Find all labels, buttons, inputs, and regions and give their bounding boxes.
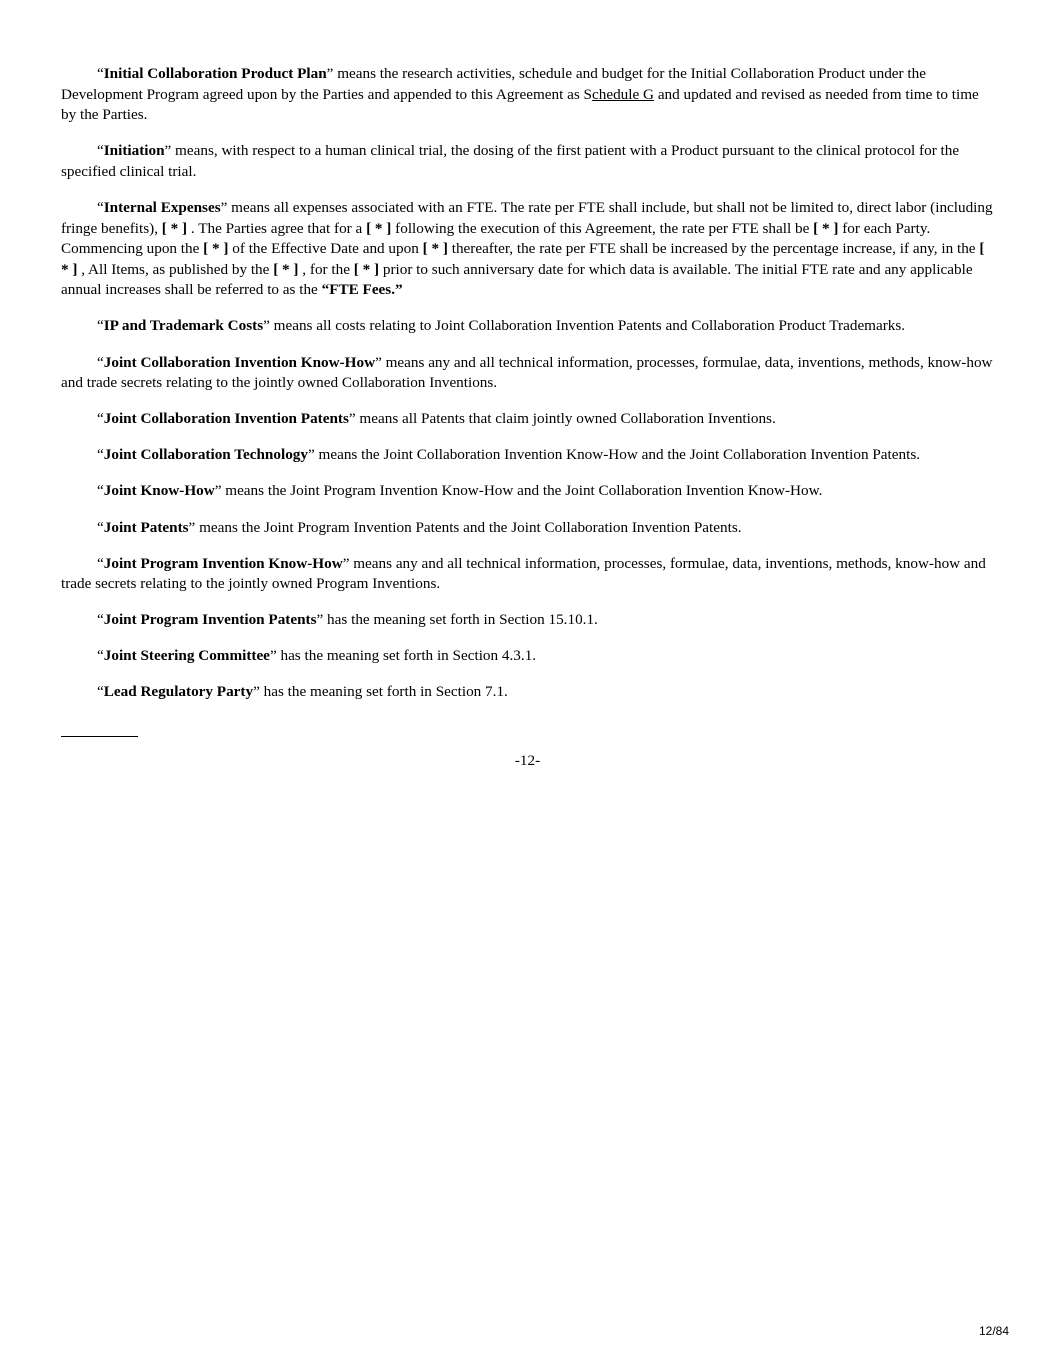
- definition-text: ” has the meaning set forth in Section 15.10.1.: [316, 611, 598, 629]
- definition-text: “: [97, 554, 104, 572]
- definition-text: “: [97, 317, 104, 335]
- definition-text: “: [97, 410, 104, 428]
- definition-paragraph: [61, 481, 995, 502]
- definition-text: ” means the Joint Program Invention Know-How and the Joint Collaboration Invention Know-How.: [214, 482, 823, 500]
- definition-text: ” means, with respect to a human clinical trial, the dosing of the first patient with a Product pursuant to the clinical protocol for the specified clinical trial.: [61, 142, 960, 180]
- definition-paragraph: [61, 646, 995, 667]
- page-counter: 12/84: [978, 1324, 1009, 1338]
- defined-term: Lead Regulatory Party: [103, 683, 254, 701]
- definition-text: “: [97, 611, 104, 629]
- definition-text: “: [97, 198, 104, 216]
- definition-paragraph: [61, 353, 995, 394]
- definition-text: “: [97, 647, 104, 665]
- definition-text: and updated and revised as needed from time to time by the Parties.: [61, 85, 979, 124]
- definition-text: for each Party. Commencing upon the: [61, 219, 931, 258]
- definition-paragraph: [61, 409, 995, 430]
- defined-term: Joint Steering Committee: [103, 647, 270, 665]
- definition-text: ” has the meaning set forth in Section 7.1.: [253, 683, 508, 701]
- definition-paragraph: [61, 518, 995, 539]
- definition-text: of the Effective Date and upon: [228, 240, 423, 258]
- bold-text: [ * ]: [61, 240, 985, 278]
- defined-term: Internal Expenses: [103, 198, 221, 216]
- bold-text: [ * ]: [273, 260, 299, 278]
- definition-text: ” has the meaning set forth in Section 4.3.1.: [269, 647, 537, 665]
- definition-text: “: [97, 482, 104, 500]
- defined-term: Joint Collaboration Technology: [103, 446, 308, 464]
- page-number: -12-: [514, 752, 541, 769]
- definition-text: “: [97, 353, 104, 371]
- definition-text: “: [97, 518, 104, 536]
- definition-text: “: [97, 683, 104, 701]
- defined-term: Joint Patents: [103, 518, 189, 536]
- defined-term: Joint Collaboration Invention Patents: [103, 410, 349, 428]
- definition-text: “: [97, 65, 104, 82]
- definition-paragraph: [61, 316, 995, 337]
- definition-text: ” means any and all technical information, processes, formulae, data, inventions, methods, know-how and trade secrets relating to the jointly owned Program Inventions.: [61, 554, 986, 593]
- definition-text: prior to such anniversary date for which data is available. The initial FTE rate and any applicable annual increases shall be referred to as the: [61, 260, 973, 299]
- definition-text: , All Items, as published by the: [77, 260, 274, 278]
- definition-text: ” means the Joint Program Invention Patents and the Joint Collaboration Invention Patents.: [188, 518, 742, 536]
- bold-text: [ * ]: [813, 219, 839, 237]
- definition-paragraph: [61, 554, 995, 595]
- definition-text: ” means any and all technical information, processes, formulae, data, inventions, methods, know-how and trade secrets relating to the jointly owned Collaboration Inventions.: [61, 353, 993, 392]
- defined-term: IP and Trademark Costs: [103, 317, 264, 335]
- definition-text: ” means all costs relating to Joint Collaboration Invention Patents and Collaboration Product Trademarks.: [263, 317, 906, 335]
- defined-term: Joint Know-How: [103, 482, 215, 500]
- defined-term: Joint Collaboration Invention Know-How: [103, 353, 376, 371]
- definition-paragraph: [61, 198, 995, 301]
- definition-text: . The Parties agree that for a: [187, 219, 367, 237]
- document-body: [61, 64, 995, 719]
- definition-text: , for the: [298, 260, 354, 278]
- definition-paragraph: [61, 682, 995, 703]
- definition-text: “: [97, 446, 104, 464]
- definition-text: ” means all expenses associated with an FTE. The rate per FTE shall include, but shall not be limited to, direct labor (including fringe benefits),: [61, 198, 993, 237]
- defined-term: Initial Collaboration Product Plan: [103, 65, 327, 82]
- definition-paragraph: [61, 445, 995, 466]
- definition-paragraph: [61, 64, 995, 126]
- defined-term: Initiation: [103, 142, 165, 160]
- bold-text: [ * ]: [353, 260, 380, 278]
- bold-text: [ * ]: [422, 240, 448, 258]
- definition-text: ” means all Patents that claim jointly owned Collaboration Inventions.: [348, 410, 776, 428]
- bold-text: [ * ]: [203, 240, 229, 258]
- definition-text: ” means the Joint Collaboration Invention Know-How and the Joint Collaboration Invention Patents.: [307, 446, 921, 464]
- bold-text: [ * ]: [161, 219, 188, 237]
- footnote-rule: [61, 736, 138, 737]
- bold-text: [ * ]: [366, 219, 392, 237]
- defined-term: Joint Program Invention Patents: [103, 611, 317, 629]
- definition-text: ” means the research activities, schedule and budget for the Initial Collaboration Product under the Development Program agreed upon by the Parties and appended to this Agreement as S: [61, 65, 926, 103]
- definition-text: “: [97, 142, 104, 160]
- definition-paragraph: [61, 610, 995, 631]
- definition-text: thereafter, the rate per FTE shall be increased by the percentage increase, if any, in the: [447, 240, 980, 258]
- definition-paragraph: [61, 141, 995, 182]
- definition-text: following the execution of this Agreement, the rate per FTE shall be: [391, 219, 814, 237]
- schedule-reference: chedule G: [592, 85, 655, 103]
- bold-text: “FTE Fees.”: [321, 281, 403, 299]
- defined-term: Joint Program Invention Know-How: [103, 554, 343, 572]
